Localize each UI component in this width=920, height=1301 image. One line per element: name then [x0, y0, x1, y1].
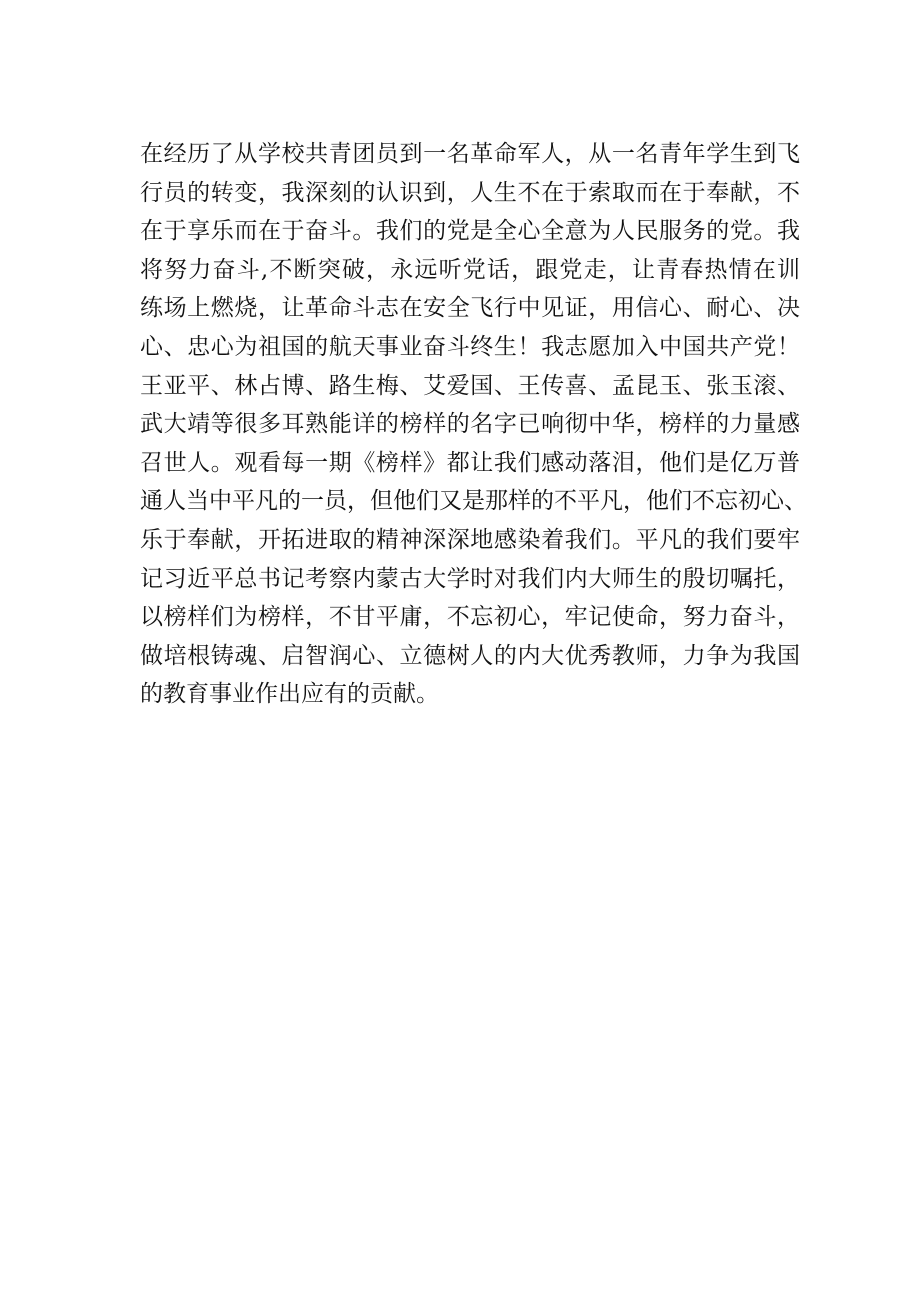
text-line: 王亚平、林占博、路生梅、艾爱国、王传喜、孟昆玉、张玉滚、 — [140, 372, 800, 399]
text-line: 将努力奋斗,不断突破，永远听党话，跟党走，让青春热情在训 — [140, 256, 800, 283]
body-text — [140, 135, 807, 714]
text-line: 在经历了从学校共青团员到一名革命军人，从一名青年学生到飞 — [140, 141, 800, 167]
text-line: 武大靖等很多耳熟能详的榜样的名字已响彻中华，榜样的力量感 — [140, 411, 800, 438]
text-line: 练场上燃烧，让革命斗志在安全飞行中见证，用信心、耐心、决 — [140, 295, 800, 322]
text-line: 通人当中平凡的一员，但他们又是那样的不平凡，他们不忘初心、 — [140, 488, 807, 515]
text-line: 的教育事业作出应有的贡献。 — [140, 681, 439, 708]
text-line: 在于享乐而在于奋斗。我们的党是全心全意为人民服务的党。我 — [140, 218, 800, 245]
text-line: 以榜样们为榜样，不甘平庸，不忘初心，牢记使命，努力奋斗， — [140, 604, 800, 631]
text-line: 做培根铸魂、启智润心、立德树人的内大优秀教师，力争为我国 — [140, 642, 800, 669]
text-line: 记习近平总书记考察内蒙古大学时对我们内大师生的殷切嘱托， — [140, 565, 800, 592]
text-line: 乐于奉献，开拓进取的精神深深地感染着我们。平凡的我们要牢 — [140, 526, 800, 553]
text-line: 召世人。观看每一期《榜样》都让我们感动落泪，他们是亿万普 — [140, 449, 800, 476]
text-line: 心、忠心为祖国的航天事业奋斗终生！我志愿加入中国共产党！ — [140, 333, 800, 360]
text-line: 行员的转变，我深刻的认识到，人生不在于索取而在于奉献，不 — [140, 179, 800, 206]
